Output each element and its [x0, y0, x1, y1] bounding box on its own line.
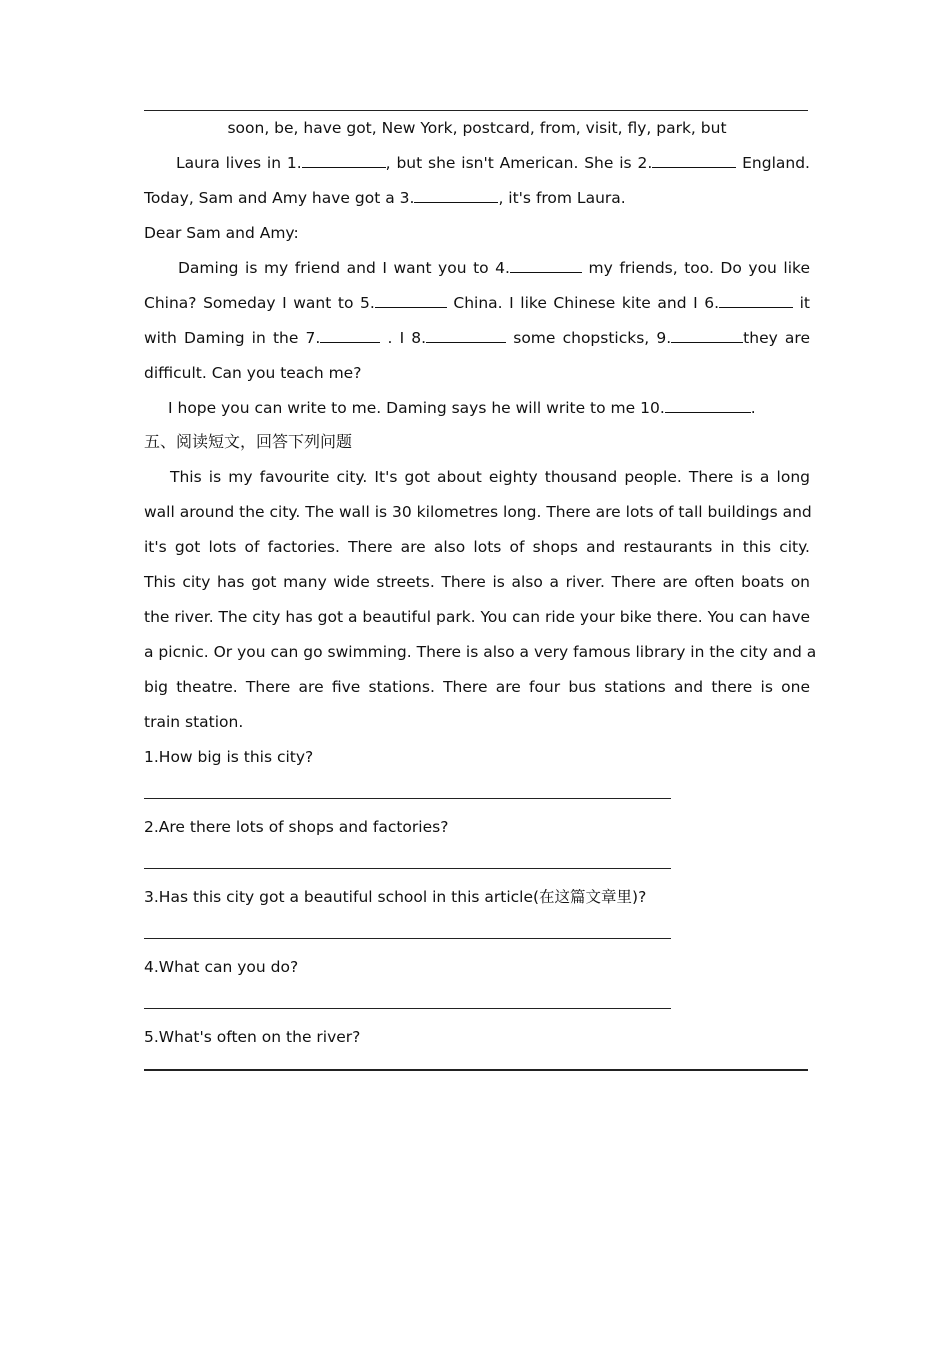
cloze-line-8: [144, 398, 810, 418]
passage-line-6: a picnic. Or you can go swimming. There is also a very famous library in the city and a: [144, 643, 817, 661]
question-1: 1.How big is this city?: [144, 748, 314, 766]
cloze-text: , but she isn't American. She is 2.: [385, 154, 653, 172]
cloze-text: they are: [743, 329, 810, 347]
question-5: 5.What's often on the river?: [144, 1028, 361, 1046]
cloze-text: my friends, too. Do you like: [588, 259, 810, 277]
section-5-heading: 五、阅读短文，回答下列问题: [144, 432, 353, 451]
cloze-text: , it's from Laura.: [498, 189, 626, 207]
answer-line-2[interactable]: [144, 868, 671, 869]
blank-9[interactable]: [671, 328, 743, 343]
passage-line-3: it's got lots of factories. There are also lots of shops and restaurants in this city.: [144, 538, 810, 556]
cloze-line-2: [144, 188, 810, 208]
cloze-text: China. I like Chinese kite and I 6.: [453, 294, 720, 312]
cloze-line-1: [144, 153, 810, 173]
passage-line-5: the river. The city has got a beautiful park. You can ride your bike there. You can have: [144, 608, 811, 626]
passage-line-7: big theatre. There are five stations. There are four bus stations and there is one: [144, 678, 810, 696]
cloze-text: it: [799, 294, 810, 312]
answer-line-5[interactable]: [144, 1069, 808, 1071]
cloze-line-7: difficult. Can you teach me?: [144, 364, 362, 382]
cloze-text: .: [750, 399, 756, 417]
passage-line-8: train station.: [144, 713, 244, 731]
blank-5[interactable]: [375, 293, 447, 308]
word-bank: soon, be, have got, New York, postcard, from, visit, fly, park, but: [227, 119, 727, 137]
blank-1[interactable]: [302, 153, 386, 168]
cloze-text: Today, Sam and Amy have got a 3.: [144, 189, 415, 207]
blank-4[interactable]: [510, 258, 582, 273]
question-2: 2.Are there lots of shops and factories?: [144, 818, 449, 836]
blank-3[interactable]: [414, 188, 498, 203]
cloze-text: . I 8.: [387, 329, 427, 347]
cloze-line-5: [144, 293, 810, 313]
cloze-text: I hope you can write to me. Daming says he will write to me 10.: [168, 399, 665, 417]
cloze-text: with Daming in the 7.: [144, 329, 321, 347]
passage-line-2: wall around the city. The wall is 30 kilometres long. There are lots of tall buildings and: [144, 503, 812, 521]
passage-line-1: This is my favourite city. It's got about eighty thousand people. There is a long: [170, 468, 810, 486]
cloze-text: Laura lives in 1.: [176, 154, 302, 172]
letter-greeting: Dear Sam and Amy:: [144, 224, 299, 242]
cloze-text: some chopsticks, 9.: [513, 329, 672, 347]
answer-line-1[interactable]: [144, 798, 671, 799]
blank-8[interactable]: [426, 328, 506, 343]
blank-10[interactable]: [665, 398, 751, 413]
blank-7[interactable]: [320, 328, 380, 343]
top-divider: [144, 110, 808, 111]
question-4: 4.What can you do?: [144, 958, 299, 976]
question-3: 3.Has this city got a beautiful school in this article(在这篇文章里)?: [144, 888, 647, 906]
cloze-line-6: [144, 328, 810, 348]
passage-line-4: This city has got many wide streets. There is also a river. There are often boats on: [144, 573, 810, 591]
cloze-text: England.: [742, 154, 810, 172]
answer-line-3[interactable]: [144, 938, 671, 939]
answer-line-4[interactable]: [144, 1008, 671, 1009]
cloze-text: Daming is my friend and I want you to 4.: [178, 259, 510, 277]
cloze-text: China? Someday I want to 5.: [144, 294, 375, 312]
cloze-line-4: [144, 258, 810, 278]
blank-2[interactable]: [652, 153, 736, 168]
blank-6[interactable]: [719, 293, 793, 308]
